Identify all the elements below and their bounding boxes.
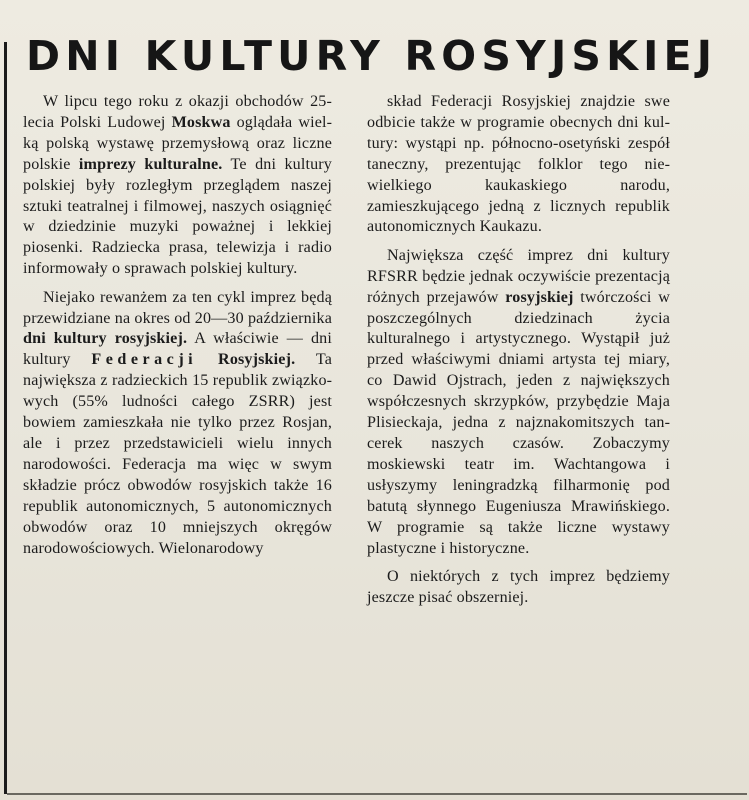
article-paragraph — [23, 288, 332, 560]
bold-emphasis-text: Moskwa — [171, 113, 231, 131]
spaced-emphasis-text: Federacji — [91, 351, 198, 369]
article-paragraph — [367, 92, 670, 238]
article-paragraph — [367, 567, 670, 609]
body-text: Niejako rewanżem za ten cykl imprez będą przewidziane na okres od 20—30 października — [23, 288, 332, 327]
body-text — [197, 351, 218, 368]
body-text: twórczości w poszczególnych dziedzinach życia kulturalnego i artystycznego. Wystąpił już przed właściwymi dniami artysta tej miary, co Dawid Ojstrach, jeden z największych współczesnych skrzypków, przybędzie Maja Plisieckaja, jedna z najznakomitszych tancerek naszych czasów. Zobaczymy moskiewski teatr im. Wachtangowa i usłyszymy leningradzką filharmonię pod batutą słynnego Eugeniusza Mrawińskiego. W programie są także liczne wystawy plastyczne i historyczne. — [367, 288, 670, 557]
left-column-rule — [4, 42, 7, 794]
bold-emphasis-text: dni kultury rosyjskiej. — [23, 330, 188, 348]
body-text: O niektórych z tych imprez będziemy jeszcze pisać obszerniej. — [367, 567, 670, 606]
article-column-left — [23, 92, 332, 567]
article-headline: DNI KULTURY ROSYJSKIEJ — [26, 32, 718, 80]
body-text: Te dni kultury polskiej były rozległym przeglądem naszej sztuki teatralnej i filmowej, naszych osiągnięć w dziedzinie muzyki poważnej i lekkiej piosenki. Radziecka prasa, telewizja i radio informowały o sprawach polskiej kultury. — [23, 155, 332, 278]
bold-emphasis-text: imprezy kulturalne. — [78, 155, 223, 173]
body-text: W lipcu tego roku z okazji obchodów 25-lecia Polski Ludowej — [23, 93, 332, 131]
article-paragraph — [23, 92, 332, 280]
article-column-right — [367, 92, 670, 616]
article-paragraph — [367, 246, 670, 560]
body-text: skład Federacji Rosyjskiej znajdzie swe odbicie także w programie obecnych dni kultury: wystąpi np. północno-osetyński zespół taneczny, prezentując folklor tego niewielkiego kaukaskiego narodu, zamieszkującego jedną z licznych republik autonomicznych Kaukazu. — [367, 93, 670, 236]
body-text: Ta największa z radzieckich 15 republik związkowych (55% ludności całego ZSRR) jest bowiem zamieszkała nie tylko przez Rosjan, ale i przez przedstawicieli wielu innych narodowości. Federacja ma więc w swym składzie prócz obwodów rosyjskich także 16 republik autonomicznych, 5 autonomicznych obwodów oraz 10 mniejszych okręgów narodowościowych. Wielonarodowy — [23, 351, 332, 557]
body-text: Największa część imprez dni kultury RFSRR będzie jednak oczywiście prezentacją różnych przejawów — [367, 246, 670, 306]
bottom-rule — [7, 793, 747, 795]
body-text: A właściwie — dni kultury — [23, 330, 332, 369]
bold-emphasis-text: Rosyjskiej. — [218, 351, 296, 369]
body-text: oglądała wielką polską wystawę przemysłową oraz liczne polskie — [23, 113, 332, 173]
bold-emphasis-text: rosyjskiej — [505, 288, 574, 306]
